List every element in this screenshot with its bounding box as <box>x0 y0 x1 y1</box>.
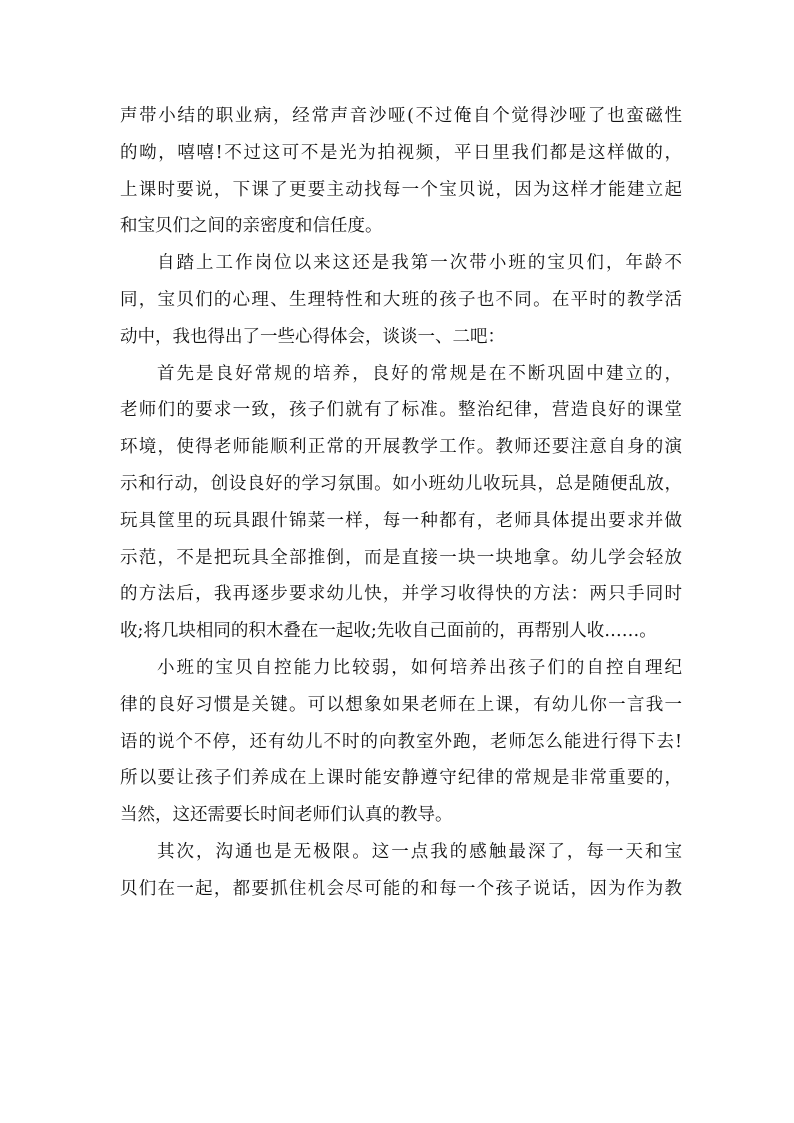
text-line: 贝们在一起，都要抓住机会尽可能的和每一个孩子说话，因为作为教 <box>120 878 682 899</box>
paragraph-5 <box>120 834 682 908</box>
text-line: 同，宝贝们的心理、生理特性和大班的孩子也不同。在平时的教学活 <box>120 289 682 310</box>
text-line: 语的说个不停，还有幼儿不时的向教室外跑，老师怎么能进行得下去! <box>120 731 682 752</box>
paragraph-4 <box>120 650 682 834</box>
text-line: 首先是良好常规的培养，良好的常规是在不断巩固中建立的， <box>157 363 682 384</box>
text-line: 动中，我也得出了一些心得体会，谈谈一、二吧： <box>120 326 505 347</box>
paragraph-1 <box>120 98 682 245</box>
text-line: 自踏上工作岗位以来这还是我第一次带小班的宝贝们，年龄不 <box>157 253 682 274</box>
text-line: 示范，不是把玩具全部推倒，而是直接一块一块地拿。幼儿学会轻放 <box>120 547 682 568</box>
text-line: 和宝贝们之间的亲密度和信任度。 <box>120 216 383 237</box>
text-line: 老师们的要求一致，孩子们就有了标准。整治纪律，营造良好的课堂 <box>120 400 682 421</box>
text-line: 示和行动，创设良好的学习氛围。如小班幼儿收玩具，总是随便乱放， <box>120 473 682 494</box>
text-line: 的方法后，我再逐步要求幼儿快，并学习收得快的方法：两只手同时 <box>120 584 682 605</box>
text-line: 当然，这还需要长时间老师们认真的教导。 <box>120 805 453 826</box>
text-line: 律的良好习惯是关键。可以想象如果老师在上课，有幼儿你一言我一 <box>120 694 682 715</box>
text-line: 小班的宝贝自控能力比较弱，如何培养出孩子们的自控自理纪 <box>157 657 682 678</box>
text-line: 上课时要说，下课了更要主动找每一个宝贝说，因为这样才能建立起 <box>120 179 682 200</box>
text-line: 收;将几块相同的积木叠在一起收;先收自己面前的，再帮别人收……。 <box>120 621 657 642</box>
text-line: 的呦，嘻嘻!不过这可不是光为拍视频，平日里我们都是这样做的， <box>120 142 682 163</box>
text-line: 其次，沟通也是无极限。这一点我的感触最深了，每一天和宝 <box>157 841 682 862</box>
text-line: 所以要让孩子们养成在上课时能安静遵守纪律的常规是非常重要的， <box>120 768 682 789</box>
paragraph-2 <box>120 245 682 355</box>
document-page <box>120 98 682 908</box>
text-line: 环境，使得老师能顺利正常的开展教学工作。教师还要注意自身的演 <box>120 437 682 458</box>
paragraph-3 <box>120 356 682 650</box>
text-line: 玩具筐里的玩具跟什锦菜一样，每一种都有，老师具体提出要求并做 <box>120 510 682 531</box>
text-line: 声带小结的职业病，经常声音沙哑(不过俺自个觉得沙哑了也蛮磁性 <box>120 106 682 126</box>
